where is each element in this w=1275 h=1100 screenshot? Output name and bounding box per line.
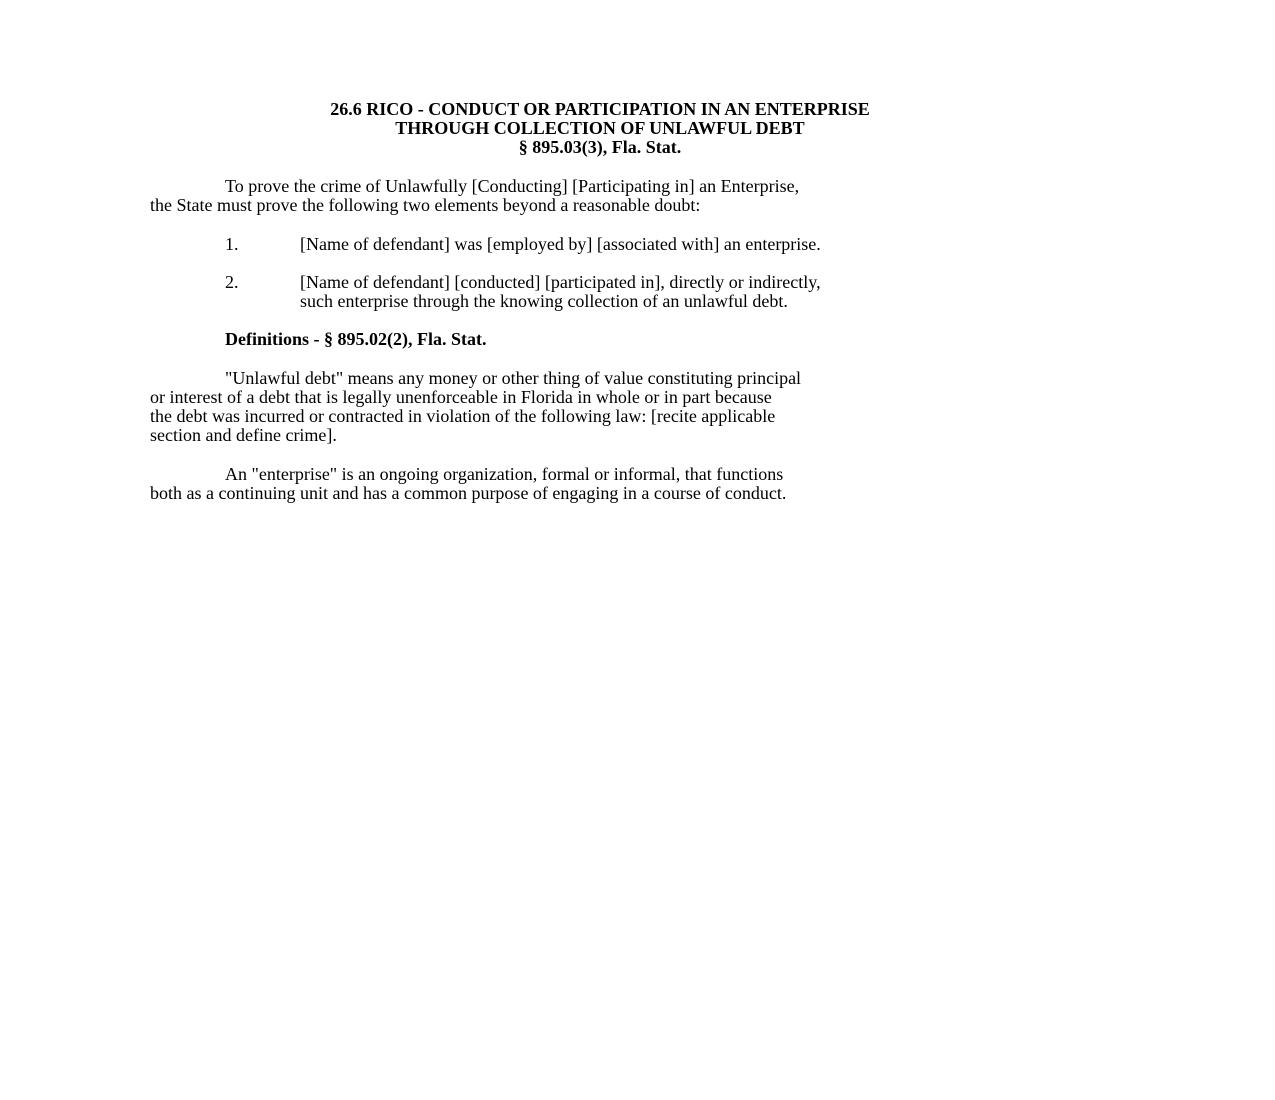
item-text: [Name of defendant] was [employed by] [associated with] an enterprise. [300, 234, 821, 254]
text-line: "Unlawful debt" means any money or other thing of value constituting principal [225, 368, 802, 388]
intro-paragraph [150, 177, 799, 215]
element-item-2 [0, 273, 1275, 311]
item-number: 2. [225, 272, 239, 292]
element-item-1 [0, 235, 1275, 254]
unlawful-debt-definition [150, 369, 801, 445]
item-text [300, 273, 821, 311]
item-number: 1. [225, 234, 239, 254]
text-line: the debt was incurred or contracted in violation of the following law: [recite applicable [150, 406, 776, 426]
text-line: such enterprise through the knowing collection of an unlawful debt. [300, 291, 788, 311]
text-line: [Name of defendant] [conducted] [participated in], directly or indirectly, [300, 272, 821, 292]
text-line: or interest of a debt that is legally unenforceable in Florida in whole or in part because [150, 387, 772, 407]
enterprise-definition [150, 465, 786, 503]
title-line: THROUGH COLLECTION OF UNLAWFUL DEBT [395, 118, 805, 138]
text-line: To prove the crime of Unlawfully [Conducting] [Participating in] an Enterprise, [225, 176, 800, 196]
title-line: 26.6 RICO - CONDUCT OR PARTICIPATION IN AN ENTERPRISE [330, 99, 870, 119]
text-line: section and define crime]. [150, 425, 337, 445]
text-line: the State must prove the following two elements beyond a reasonable doubt: [150, 195, 701, 215]
text-line: both as a continuing unit and has a common purpose of engaging in a course of conduct. [150, 483, 787, 503]
statute-citation: § 895.03(3), Fla. Stat. [518, 137, 682, 157]
document-title [150, 100, 1050, 157]
definitions-heading: Definitions - § 895.02(2), Fla. Stat. [225, 329, 487, 349]
text-line: An "enterprise" is an ongoing organization, formal or informal, that functions [225, 464, 784, 484]
